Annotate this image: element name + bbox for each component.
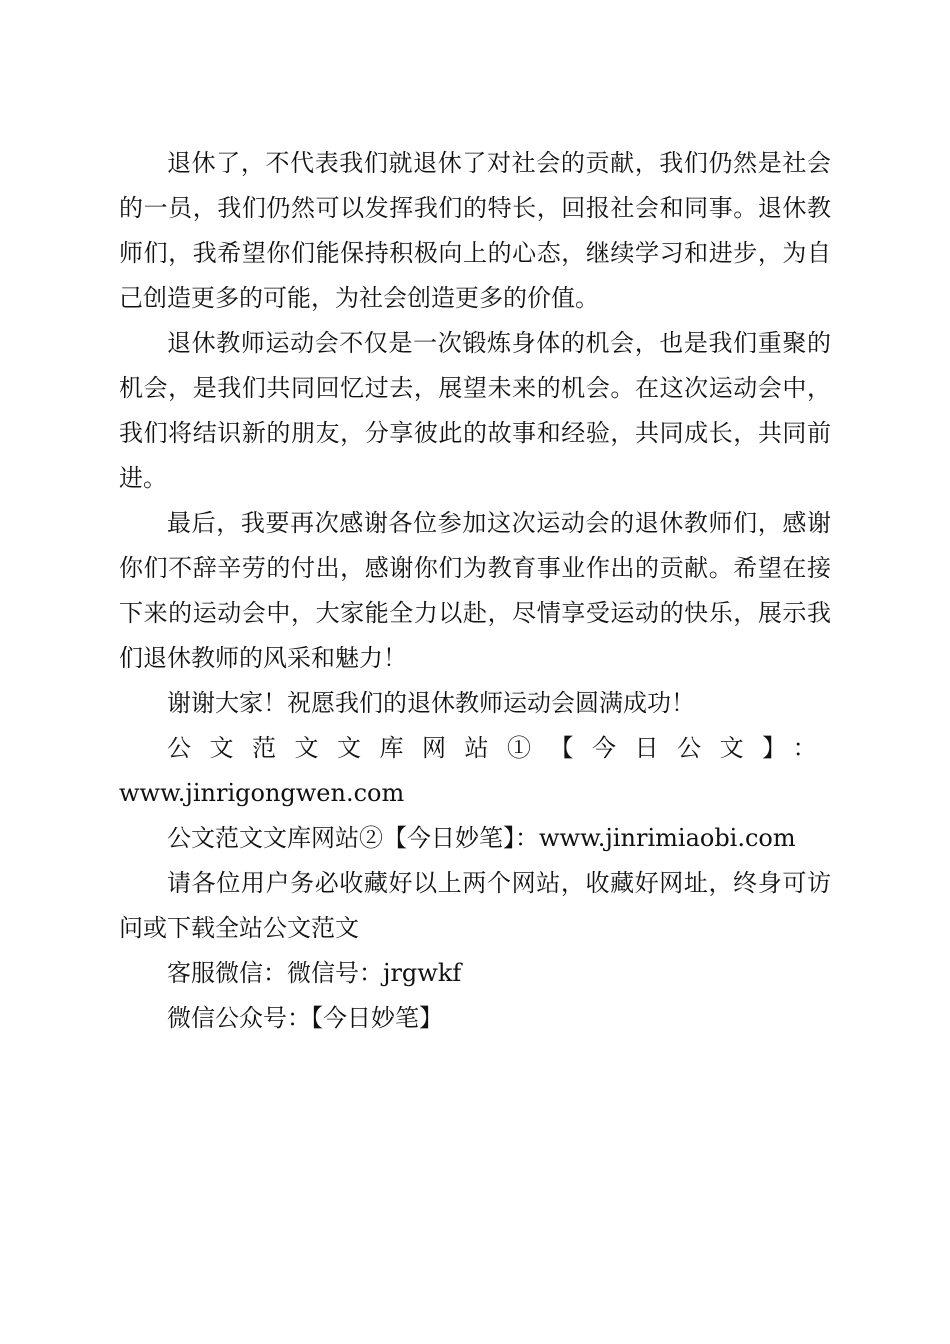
bookmark-note: 请各位用户务必收藏好以上两个网站，收藏好网址，终身可访问或下载全站公文范文 [119, 869, 831, 942]
paragraph-closing-wish: 谢谢大家！祝愿我们的退休教师运动会圆满成功！ [167, 689, 695, 717]
wechat-service: 客服微信：微信号：jrgwkf [167, 959, 462, 987]
site1-url: www.jinrigongwen.com [119, 779, 405, 807]
paragraph-sports-meeting: 退休教师运动会不仅是一次锻炼身体的机会，也是我们重聚的机会，是我们共同回忆过去，展望未来的机会。在这次运动会中，我们将结识新的朋友，分享彼此的故事和经验，共同成长，共同前进。 [119, 329, 831, 492]
paragraph-retirement-contribution: 退休了，不代表我们就退休了对社会的贡献，我们仍然是社会的一员，我们仍然可以发挥我们的特长，回报社会和同事。退休教师们，我希望你们能保持积极向上的心态，继续学习和进步，为自己创造更多的可能，为社会创造更多的价值。 [119, 149, 831, 312]
site1-label: 公文范文文库网站①【今日公文】： [167, 734, 831, 762]
wechat-public-account: 微信公众号：【今日妙笔】 [167, 1004, 443, 1032]
paragraph-thanks: 最后，我要再次感谢各位参加这次运动会的退休教师们，感谢你们不辞辛劳的付出，感谢你们为教育事业作出的贡献。希望在接下来的运动会中，大家能全力以赴，尽情享受运动的快乐，展示我们退休教师的风采和魅力！ [119, 509, 831, 672]
document-body [119, 141, 831, 1041]
site2-line: 公文范文文库网站②【今日妙笔】：www.jinrimiaobi.com [167, 824, 796, 852]
